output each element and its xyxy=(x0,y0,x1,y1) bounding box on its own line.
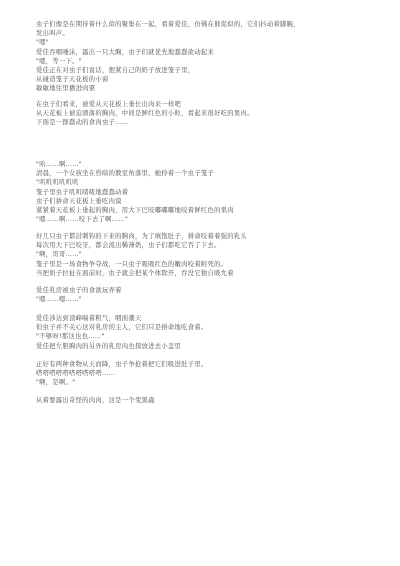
paragraph-4 xyxy=(36,232,366,278)
text-line: 从碰造笼子天花板的小窗 xyxy=(36,76,109,84)
text-line: 虫子们像是在期待着什么似的聚集在一起，看着爱佳，仿佛在催促似的，它们抖动着脚腕， xyxy=(36,21,300,28)
text-line: 从天花板上被迫滑落的胸肉，中间是鲜红色的小粒，看起来很好吃的果肉。 xyxy=(36,110,254,118)
text-line: 爱佳涉达到顶峰喘着粗气，咽面潮天 xyxy=(36,315,142,322)
text-line: 紧紧着天花板上垂起的胸肉，用大下巴咬嘟嘟嘟地咬着鲜红色的果肉 xyxy=(36,206,234,214)
paragraph-6 xyxy=(36,314,366,351)
text-line: 每次用大下巴咬牙，都会流出稀薄奶，虫子们都吃它吞了下去。 xyxy=(36,242,221,250)
paragraph-3 xyxy=(36,160,366,224)
paragraph-8 xyxy=(36,396,366,405)
text-line: "啊，哥哥……" xyxy=(36,251,82,259)
text-line: 爱佳吞咽唾沫，露出一只大胸，虫子们就优先地蠢蠢欲动起来 xyxy=(36,48,215,56)
text-line: "不够呀!那这也也……" xyxy=(36,333,105,341)
paragraph-5 xyxy=(36,286,366,304)
text-line: 爱佳正在对虫子们说话，抱紧自己的奶子放进笼子里， xyxy=(36,66,195,74)
text-line: 下面是一群蠢动的食肉虫子…… xyxy=(36,119,129,127)
text-line: "嗯，等一下。" xyxy=(36,57,82,65)
text-line: "嗯……啊……咬下去了啊……" xyxy=(36,216,129,224)
paragraph-2 xyxy=(36,100,366,128)
text-line: 正好有两种食物从天而降，虫子争抢着把它们吸进肚子里。 xyxy=(36,361,208,368)
text-line: 笼子里虫子叽叽喳喳地蠢蠢动着 xyxy=(36,188,129,196)
text-line: 好几只虫子都討刺钩的下来的胸肉，为了填饱肚子，拼命咬着着强的乳头 xyxy=(36,233,248,240)
text-line: 在虫子们看来，被爱从天花板上垂长出肉来一样吧 xyxy=(36,101,182,108)
text-line: 笼子里是一场食物争夺战，一只虫子吸吸红色的嫩肉咬着附死的。 xyxy=(36,260,228,268)
text-line: 但虫子并不关心这对乳房的主人，它们只是拼命地吃食着。 xyxy=(36,324,208,332)
text-line: "啊，是啊。" xyxy=(36,379,76,387)
text-line: "哈……啊……" xyxy=(36,161,82,168)
text-line: 爱佳把左胆胸肉的另外的乳房肉也探放进去小盖里 xyxy=(36,342,182,350)
paragraph-7 xyxy=(36,360,366,388)
paragraph-1 xyxy=(36,20,366,94)
text-line: "嗯……嗯……" xyxy=(36,296,82,304)
text-line: 清晨，一个女孩坐在昏暗的教室角落里，她拎着一个虫子笼子 xyxy=(36,170,215,178)
text-line: 发出叫声。 xyxy=(36,30,69,38)
text-line: 虫子们拼命天花板上垂吃肉馍 xyxy=(36,197,122,205)
text-line: 从着要露出奇怪的肉肉，这是一个变黑蟲 xyxy=(36,397,155,404)
text-line: 当把奶子拉扯在面前时，虫子就会把某个体除开，吞没它独自吸允着 xyxy=(36,269,234,277)
text-line: "嗯" xyxy=(36,39,49,47)
text-line: "叽叽叽叽叽叽 xyxy=(36,179,79,187)
text-line: 嗒嗒嗒嗒嗒嗒嗒嗒嗒嗒…… xyxy=(36,370,116,378)
text-line: 敏敏地往里播进肉粟 xyxy=(36,85,96,93)
text-line: 爱佳乳房被虫子的食欲玩弄着 xyxy=(36,287,122,294)
